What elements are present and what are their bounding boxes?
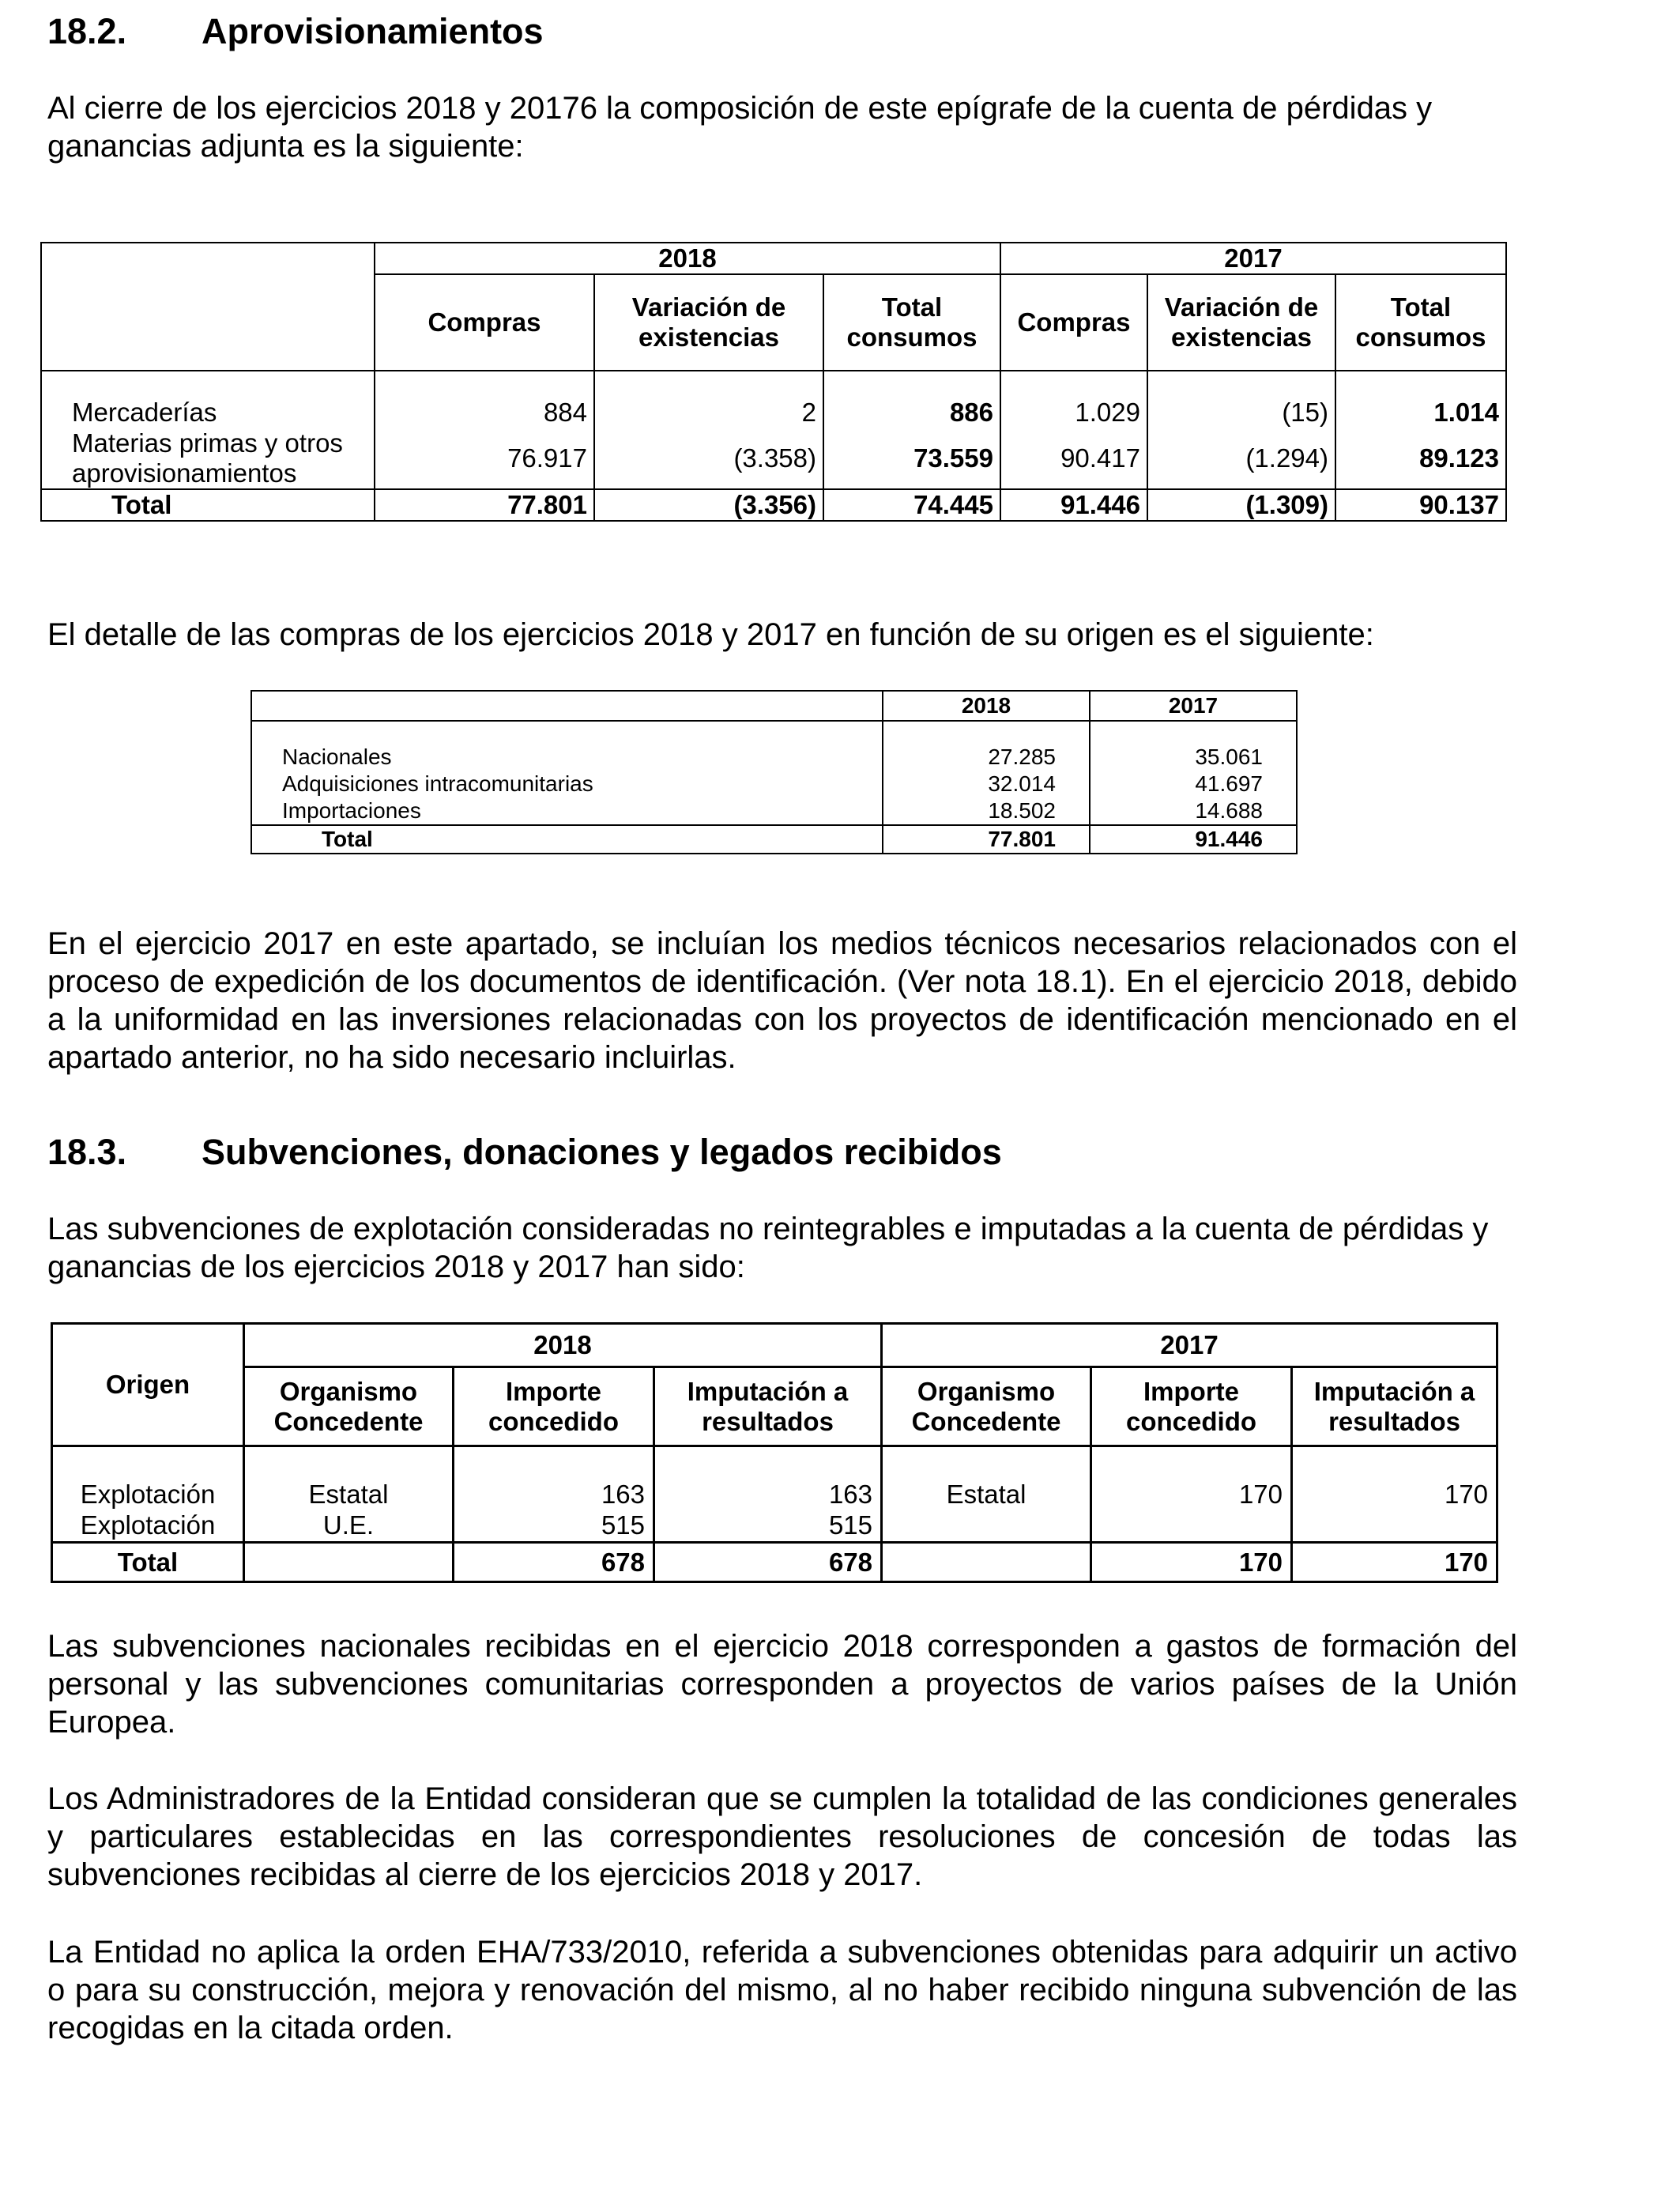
aprovisionamientos-table [40, 242, 1507, 522]
cell-value: (3.358) [594, 428, 823, 489]
cell-value: (1.294) [1147, 428, 1335, 489]
cell-value: 32.014 [883, 770, 1090, 797]
total-label: Total [41, 489, 375, 521]
intro-paragraph: Al cierre de los ejercicios 2018 y 20176 la composición de este epígrafe de la cuenta de pérdidas y ganancias adjunta es la siguiente: [47, 91, 1433, 164]
section-title: Aprovisionamientos [202, 11, 544, 51]
cell-value: 18.502 [883, 797, 1090, 825]
cell-value: 163 [654, 1446, 882, 1510]
table-row [251, 797, 1297, 825]
cell-value: 27.285 [883, 721, 1090, 770]
cell-origen: Explotación [52, 1446, 244, 1510]
total-row [251, 825, 1297, 854]
cell-value: 1.029 [1000, 371, 1147, 428]
administradores-paragraph: Los Administradores de la Entidad consideran que se cumplen la totalidad de las condiciones generales y particulares establecidas en las correspondientes resoluciones de concesión de todas las subvenciones recibidas al cierre de los ejercicios 2018 y 2017. [47, 1781, 1517, 1892]
subvenciones-intro-paragraph: Las subvenciones de explotación consideradas no reintegrables e imputadas a la cuenta de pérdidas y ganancias de los ejercicios 2018 y 2017 han sido: [47, 1212, 1489, 1284]
table-row [251, 721, 1297, 770]
cell-value: 89.123 [1335, 428, 1506, 489]
cell-value [1091, 1510, 1292, 1543]
cell-origen: Explotación [52, 1510, 244, 1543]
section-number: 18.3. [47, 1132, 127, 1172]
cell-organismo: Estatal [244, 1446, 454, 1510]
table-row [41, 428, 1506, 489]
nota-2017-paragraph: En el ejercicio 2017 en este apartado, se incluían los medios técnicos necesarios relacionados con el proceso de expedición de los documentos de identificación. (Ver nota 18.1). En el ejercicio 2018, debido a la uniformidad en las inversiones relacionadas con los proyectos de identificación mencionado en el apartado anterior, no ha sido necesario incluirlas. [47, 926, 1517, 1075]
table-row [52, 1446, 1497, 1510]
cell-organismo [882, 1510, 1091, 1543]
section-title: Subvenciones, donaciones y legados recibidos [202, 1132, 1002, 1172]
cell-value: 678 [454, 1543, 654, 1582]
total-row [41, 489, 1506, 521]
cell-value: 35.061 [1090, 721, 1297, 770]
cell-value: 90.417 [1000, 428, 1147, 489]
compras-origen-table [250, 690, 1298, 854]
col-header-compras: Compras [1000, 274, 1147, 371]
year-header-2018: 2018 [883, 691, 1090, 721]
table-row [251, 770, 1297, 797]
cell-value: 90.137 [1335, 489, 1506, 521]
col-header-imputacion: Imputación a resultados [1292, 1367, 1497, 1446]
cell-value: 886 [823, 371, 1000, 428]
col-header-importe: Importe concedido [454, 1367, 654, 1446]
col-header-origen: Origen [52, 1324, 244, 1446]
detalle-paragraph: El detalle de las compras de los ejercicios 2018 y 2017 en función de su origen es el siguiente: [47, 617, 1374, 652]
section-heading-18-2 [47, 11, 544, 52]
cell-value: 14.688 [1090, 797, 1297, 825]
year-header-2017: 2017 [1000, 243, 1506, 274]
col-header-total-consumos: Total consumos [823, 274, 1000, 371]
year-header-2017: 2017 [882, 1324, 1497, 1367]
row-label: Materias primas y otros aprovisionamientos [41, 428, 375, 489]
cell-value: 515 [454, 1510, 654, 1543]
cell-value: (1.309) [1147, 489, 1335, 521]
cell-value: (3.356) [594, 489, 823, 521]
cell-value: (15) [1147, 371, 1335, 428]
cell-value: 73.559 [823, 428, 1000, 489]
cell-value: 2 [594, 371, 823, 428]
col-header-organismo: Organismo Concedente [244, 1367, 454, 1446]
year-header-2017: 2017 [1090, 691, 1297, 721]
header-empty-cell [251, 691, 883, 721]
nacionales-paragraph: Las subvenciones nacionales recibidas en el ejercicio 2018 corresponden a gastos de formación del personal y las subvenciones comunitarias corresponden a proyectos de varios países de la Unión Europea. [47, 1629, 1517, 1740]
col-header-compras: Compras [375, 274, 594, 371]
col-header-imputacion: Imputación a resultados [654, 1367, 882, 1446]
cell-organismo: U.E. [244, 1510, 454, 1543]
cell-value: 678 [654, 1543, 882, 1582]
cell-value: 91.446 [1000, 489, 1147, 521]
row-label: Nacionales [251, 721, 883, 770]
section-number: 18.2. [47, 11, 127, 51]
cell-value: 170 [1292, 1543, 1497, 1582]
cell-value: 163 [454, 1446, 654, 1510]
cell-value: 41.697 [1090, 770, 1297, 797]
total-row [52, 1543, 1497, 1582]
row-label: Mercaderías [41, 371, 375, 428]
empty-cell [244, 1543, 454, 1582]
table-row [41, 371, 1506, 428]
col-header-importe: Importe concedido [1091, 1367, 1292, 1446]
cell-organismo: Estatal [882, 1446, 1091, 1510]
col-header-organismo: Organismo Concedente [882, 1367, 1091, 1446]
col-header-variacion: Variación de existencias [1147, 274, 1335, 371]
total-label: Total [52, 1543, 244, 1582]
row-label: Importaciones [251, 797, 883, 825]
subvenciones-table [51, 1322, 1498, 1583]
header-empty-cell [41, 243, 375, 371]
col-header-total-consumos: Total consumos [1335, 274, 1506, 371]
cell-value: 170 [1091, 1446, 1292, 1510]
row-label: Adquisiciones intracomunitarias [251, 770, 883, 797]
empty-cell [882, 1543, 1091, 1582]
cell-value: 76.917 [375, 428, 594, 489]
cell-value: 515 [654, 1510, 882, 1543]
orden-paragraph: La Entidad no aplica la orden EHA/733/2010, referida a subvenciones obtenidas para adquirir un activo o para su construcción, mejora y renovación del mismo, al no haber recibido ninguna subvención de las recogidas en la citada orden. [47, 1935, 1517, 2045]
cell-value: 170 [1091, 1543, 1292, 1582]
cell-value: 1.014 [1335, 371, 1506, 428]
col-header-variacion: Variación de existencias [594, 274, 823, 371]
total-label: Total [251, 825, 883, 854]
cell-value: 91.446 [1090, 825, 1297, 854]
cell-value [1292, 1510, 1497, 1543]
year-header-2018: 2018 [244, 1324, 882, 1367]
cell-value: 884 [375, 371, 594, 428]
cell-value: 77.801 [883, 825, 1090, 854]
year-header-2018: 2018 [375, 243, 1000, 274]
table-row [52, 1510, 1497, 1543]
section-heading-18-3 [47, 1132, 1002, 1173]
cell-value: 77.801 [375, 489, 594, 521]
cell-value: 170 [1292, 1446, 1497, 1510]
cell-value: 74.445 [823, 489, 1000, 521]
